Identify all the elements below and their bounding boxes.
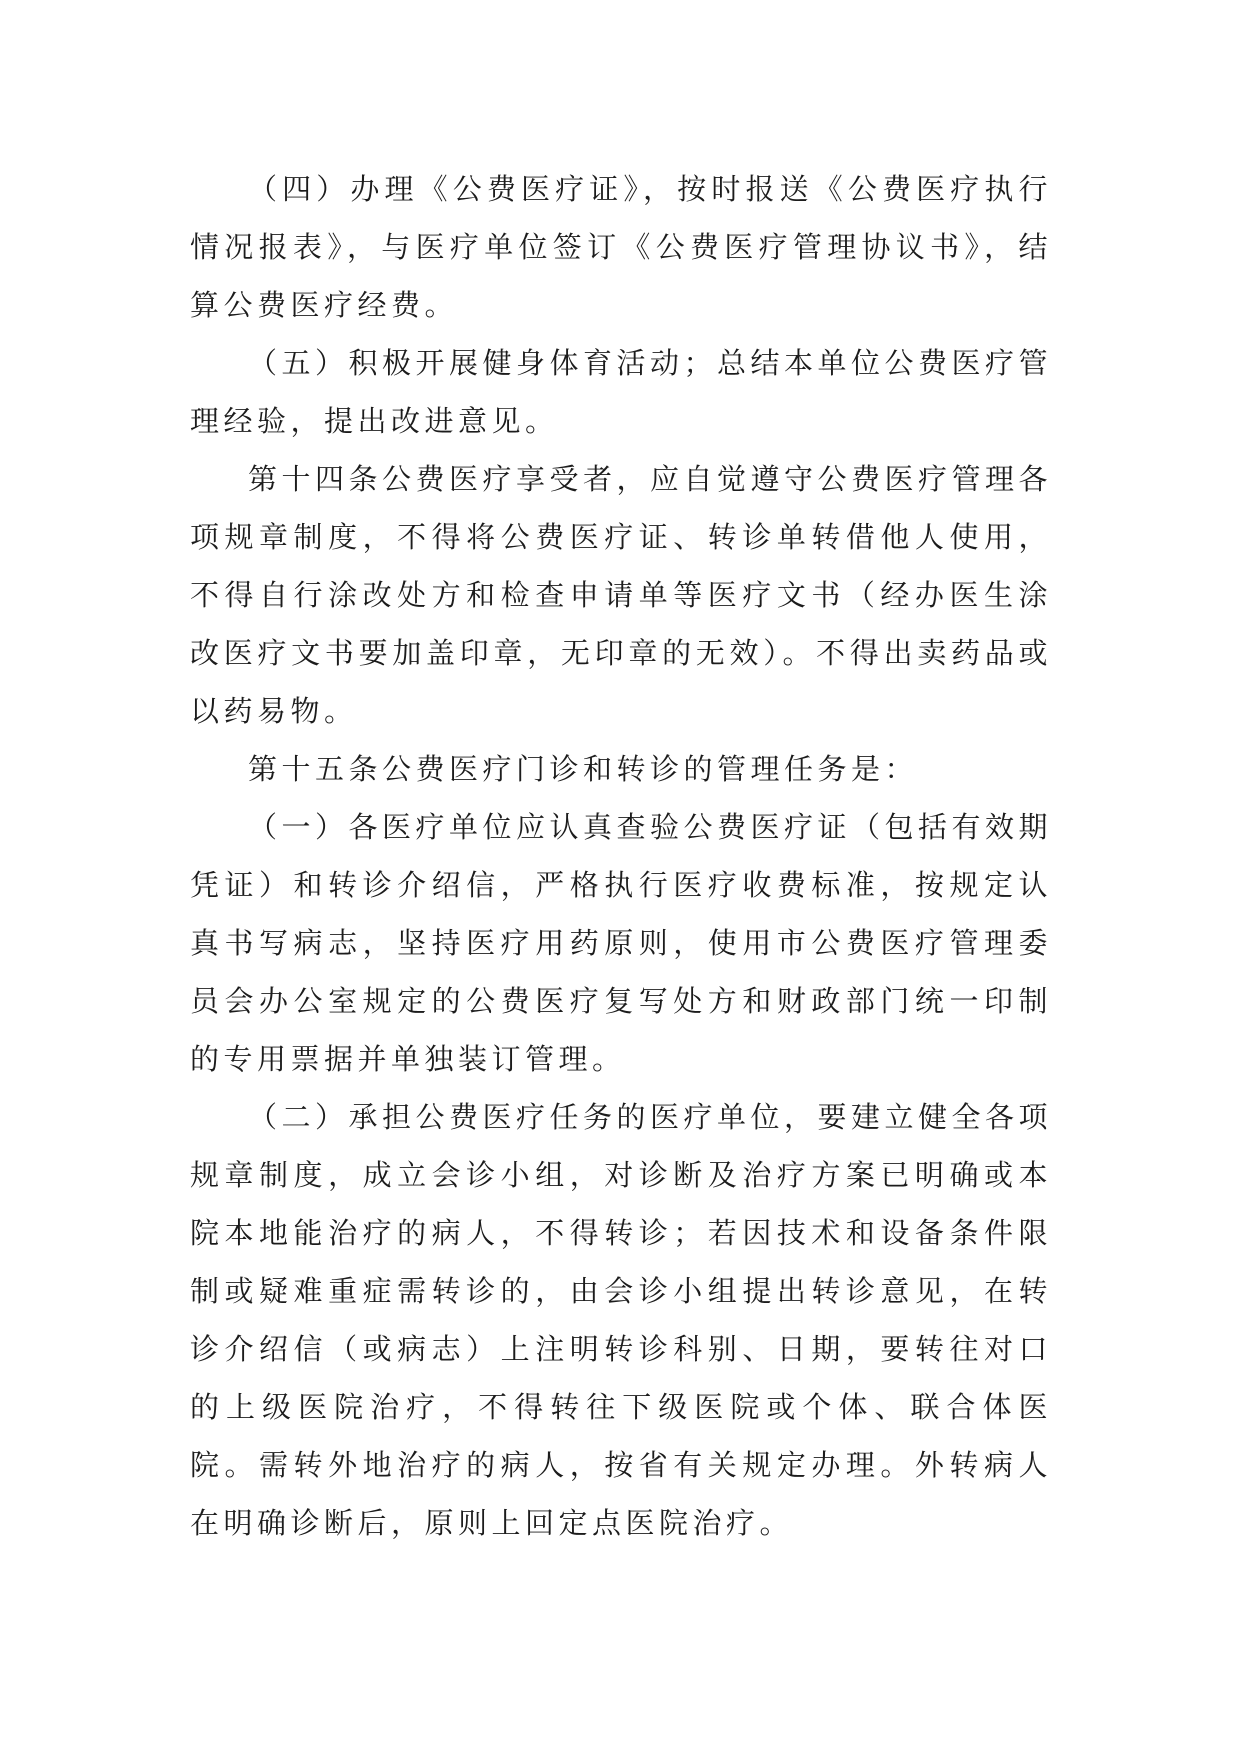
paragraph-item-5: （五）积极开展健身体育活动；总结本单位公费医疗管理经验，提出改进意见。	[190, 346, 1053, 438]
article-15-paragraph: 第十五条公费医疗门诊和转诊的管理任务是：	[248, 752, 919, 786]
article-14-paragraph: 第十四条公费医疗享受者，应自觉遵守公费医疗管理各项规章制度，不得将公费医疗证、转诊单转借他人使用，不得自行涂改处方和检查申请单等医疗文书（经办医生涂改医疗文书要加盖印章，无印章的无效）。不得出卖药品或以药易物。	[190, 462, 1053, 728]
paragraph-item-2: （二）承担公费医疗任务的医疗单位，要建立健全各项规章制度，成立会诊小组，对诊断及治疗方案已明确或本院本地能治疗的病人，不得转诊；若因技术和设备条件限制或疑难重症需转诊的，由会诊小组提出转诊意见，在转诊介绍信（或病志）上注明转诊科别、日期，要转往对口的上级医院治疗，不得转往下级医院或个体、联合体医院。需转外地治疗的病人，按省有关规定办理。外转病人在明确诊断后，原则上回定点医院治疗。	[190, 1100, 1053, 1540]
document-body	[190, 160, 1052, 1552]
paragraph-item-4: （四）办理《公费医疗证》，按时报送《公费医疗执行情况报表》，与医疗单位签订《公费医疗管理协议书》，结算公费医疗经费。	[190, 172, 1052, 322]
paragraph-item-1: （一）各医疗单位应认真查验公费医疗证（包括有效期凭证）和转诊介绍信，严格执行医疗收费标准，按规定认真书写病志，坚持医疗用药原则，使用市公费医疗管理委员会办公室规定的公费医疗复写处方和财政部门统一印制的专用票据并单独装订管理。	[190, 810, 1053, 1076]
